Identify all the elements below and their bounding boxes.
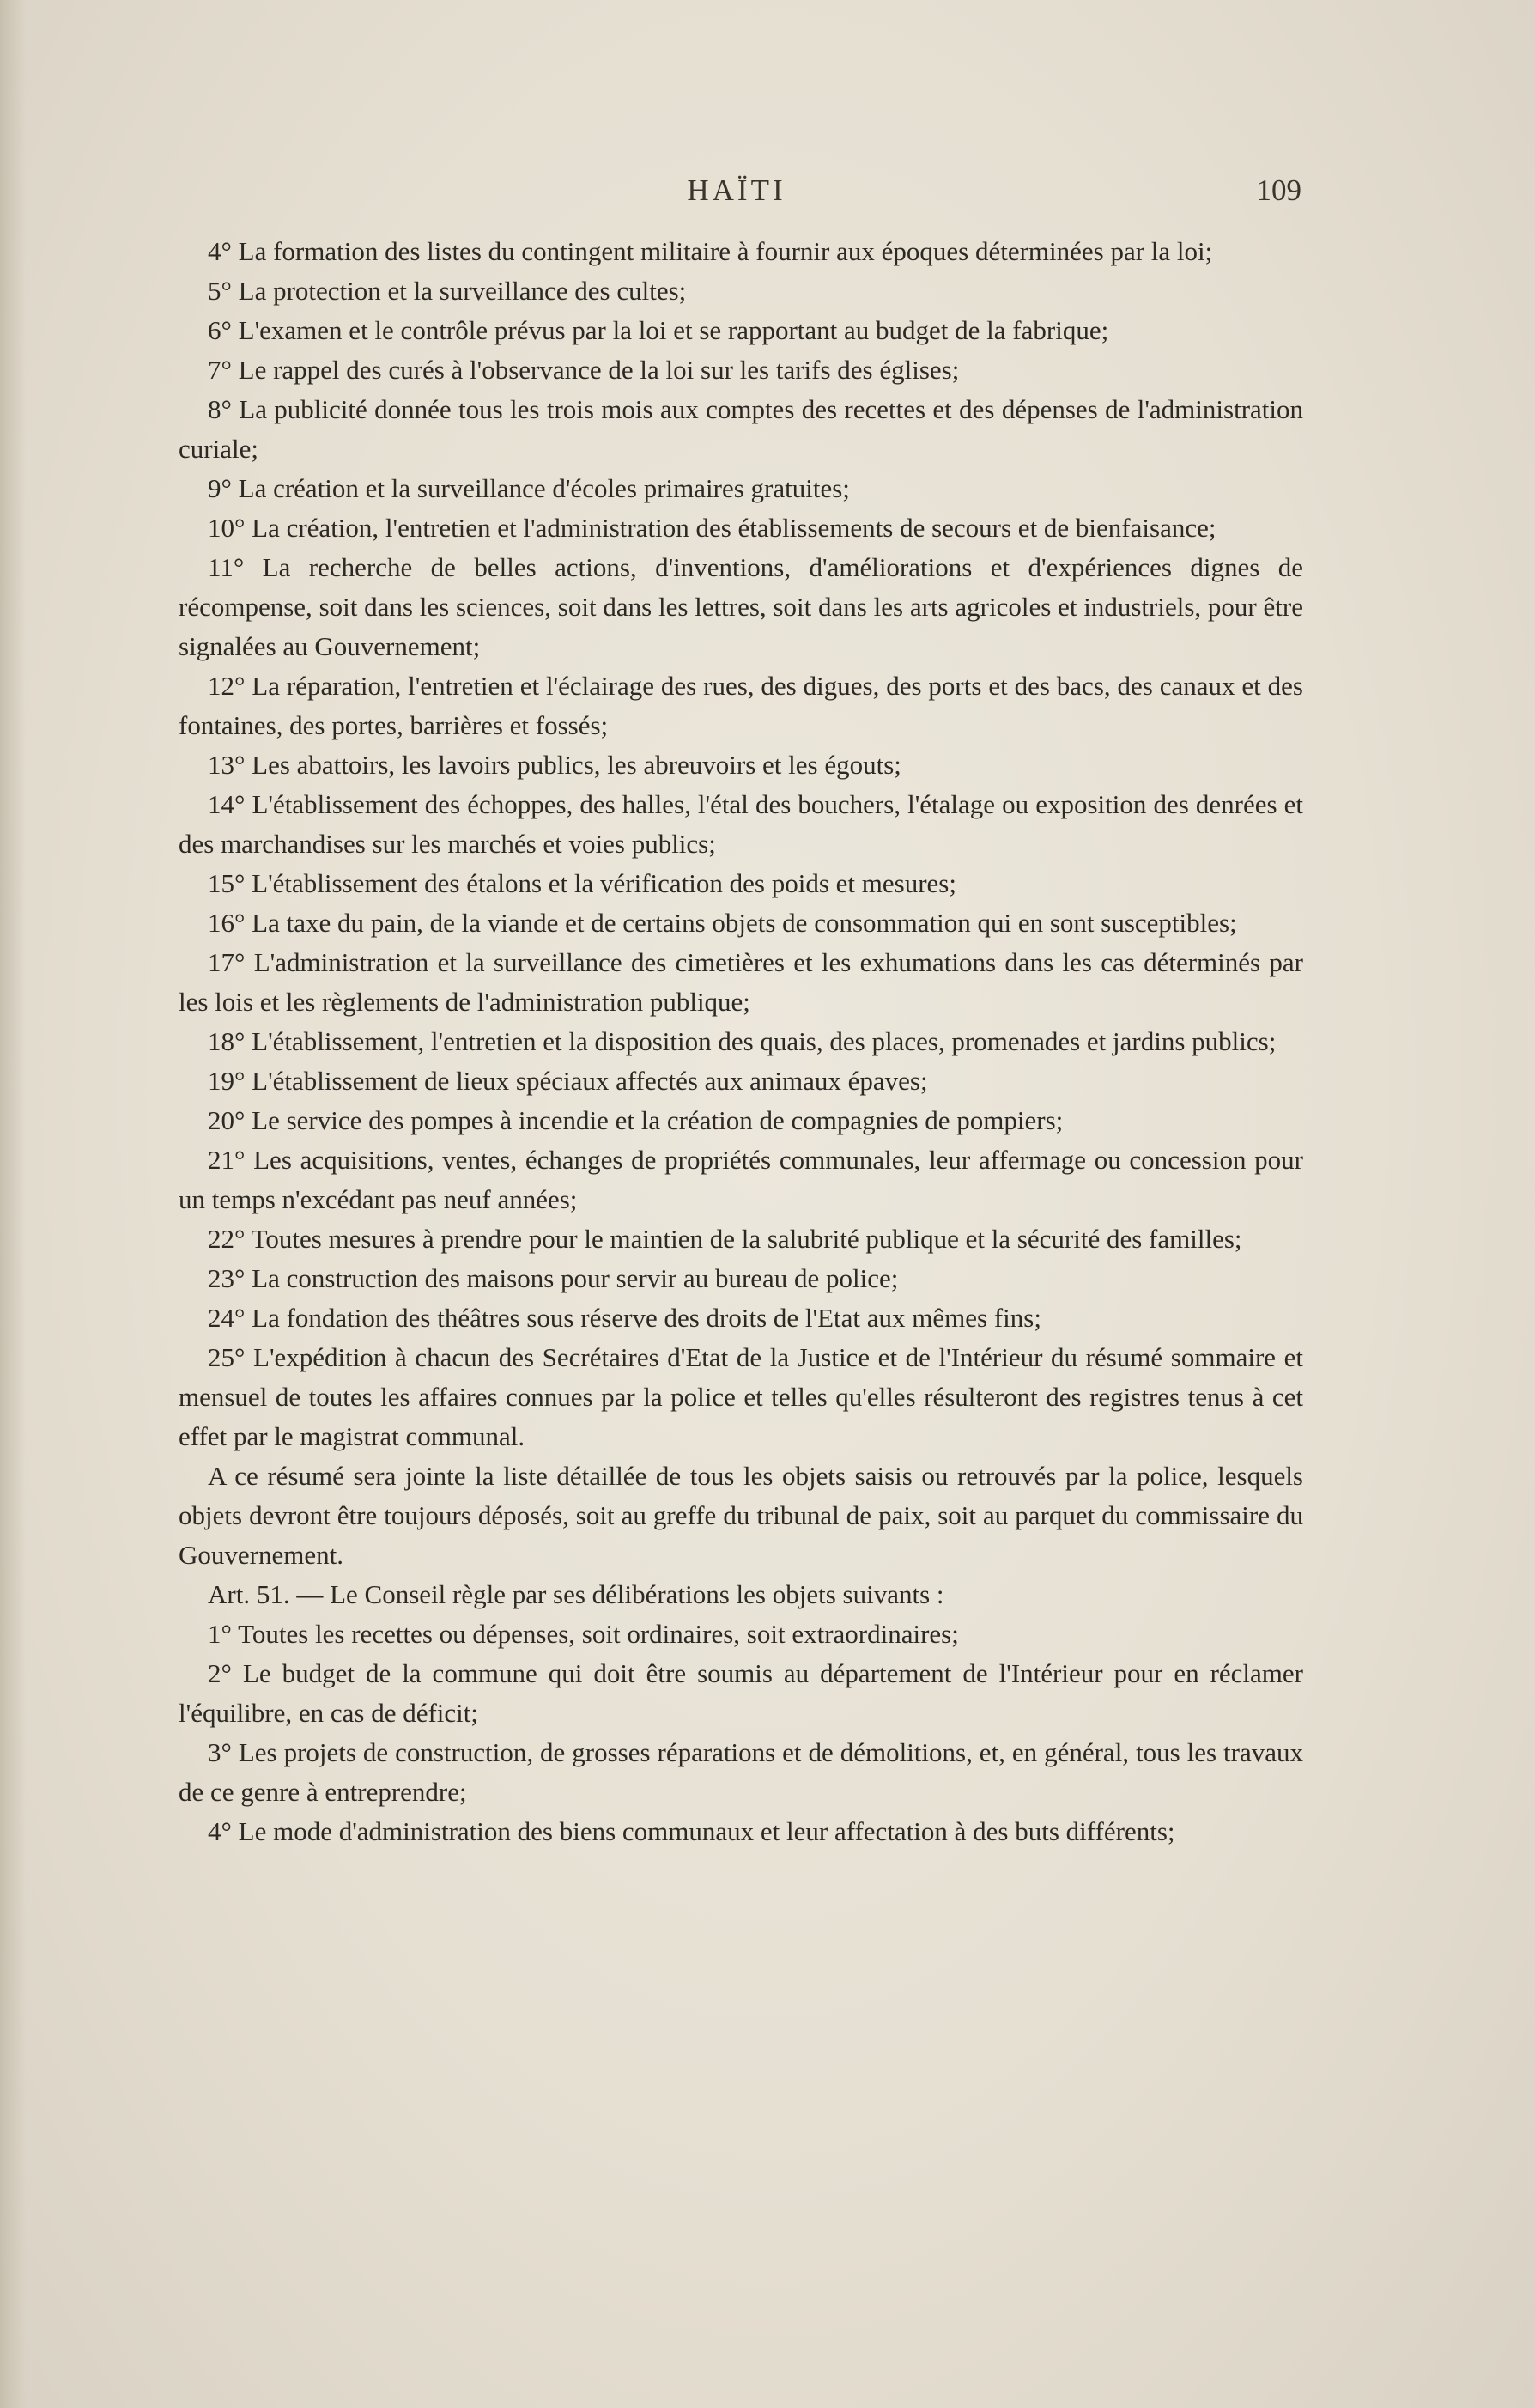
- paragraph-article-51: Art. 51. — Le Conseil règle par ses délibérations les objets suivants :: [208, 1579, 944, 1609]
- paragraph-item-21: 21° Les acquisitions, ventes, échanges de propriétés communales, leur affermage ou concession pour un temps n'excédant pas neuf années;: [179, 1145, 1303, 1214]
- paragraph-art51-item-3: 3° Les projets de construction, de grosses réparations et de démolitions, et, en général, tous les travaux de ce genre à entreprendre;: [179, 1737, 1303, 1807]
- paragraph-item-25: 25° L'expédition à chacun des Secrétaires d'Etat de la Justice et de l'Intérieur du résumé sommaire et mensuel de toutes les affaires connues par la police et telles qu'elles résulteront des registres tenus à cet effet par le magistrat communal.: [179, 1342, 1303, 1451]
- paragraph-item-14: 14° L'établissement des échoppes, des halles, l'étal des bouchers, l'étalage ou exposition des denrées et des marchandises sur les marchés et voies publics;: [179, 789, 1303, 859]
- paragraph-item-13: 13° Les abattoirs, les lavoirs publics, les abreuvoirs et les égouts;: [208, 750, 901, 780]
- paragraph-item-22: 22° Toutes mesures à prendre pour le maintien de la salubrité publique et la sécurité des familles;: [208, 1224, 1242, 1254]
- paragraph-art51-item-2: 2° Le budget de la commune qui doit être soumis au département de l'Intérieur pour en réclamer l'équilibre, en cas de déficit;: [179, 1658, 1303, 1728]
- page-number: 109: [1256, 173, 1301, 207]
- paragraph-item-19: 19° L'établissement de lieux spéciaux affectés aux animaux épaves;: [208, 1066, 928, 1096]
- paragraph-item-23: 23° La construction des maisons pour servir au bureau de police;: [208, 1263, 899, 1293]
- paragraph-item-8: 8° La publicité donnée tous les trois mois aux comptes des recettes et des dépenses de l'administration curiale;: [179, 394, 1303, 464]
- running-title: HAÏTI: [687, 173, 786, 207]
- paragraph-item-9: 9° La création et la surveillance d'écoles primaires gratuites;: [208, 473, 850, 503]
- paragraph-item-7: 7° Le rappel des curés à l'observance de la loi sur les tarifs des églises;: [208, 355, 960, 385]
- paragraph-item-18: 18° L'établissement, l'entretien et la disposition des quais, des places, promenades et jardins publics;: [208, 1026, 1277, 1056]
- body-text: [179, 232, 1303, 1852]
- paragraph-item-10: 10° La création, l'entretien et l'administration des établissements de secours et de bienfaisance;: [208, 513, 1216, 543]
- paragraph-item-16: 16° La taxe du pain, de la viande et de certains objets de consommation qui en sont susceptibles;: [208, 908, 1237, 938]
- paragraph-item-5: 5° La protection et la surveillance des cultes;: [208, 276, 687, 306]
- paragraph-item-4: 4° La formation des listes du contingent militaire à fournir aux époques déterminées par la loi;: [208, 236, 1213, 266]
- paragraph-item-11: 11° La recherche de belles actions, d'inventions, d'améliorations et d'expériences dignes de récompense, soit dans les sciences, soit dans les lettres, soit dans les arts agricoles et industriels, pour être signalées au Gouvernement;: [179, 552, 1303, 661]
- paragraph-item-17: 17° L'administration et la surveillance des cimetières et les exhumations dans les cas déterminés par les lois et les règlements de l'administration publique;: [179, 947, 1303, 1017]
- paragraph-item-20: 20° Le service des pompes à incendie et la création de compagnies de pompiers;: [208, 1105, 1064, 1135]
- paragraph-item-12: 12° La réparation, l'entretien et l'éclairage des rues, des digues, des ports et des bacs, des canaux et des fontaines, des portes, barrières et fossés;: [179, 671, 1303, 740]
- paragraph-summary: A ce résumé sera jointe la liste détaillée de tous les objets saisis ou retrouvés par la police, lesquels objets devront être toujours déposés, soit au greffe du tribunal de paix, soit au parquet du commissaire du Gouvernement.: [179, 1461, 1303, 1570]
- paragraph-item-15: 15° L'établissement des étalons et la vérification des poids et mesures;: [208, 868, 956, 898]
- page-header: [172, 173, 1301, 216]
- paragraph-art51-item-1: 1° Toutes les recettes ou dépenses, soit ordinaires, soit extraordinaires;: [208, 1619, 959, 1649]
- paragraph-item-6: 6° L'examen et le contrôle prévus par la loi et se rapportant au budget de la fabrique;: [208, 315, 1109, 345]
- page-edge-shadow: [0, 0, 26, 2408]
- paragraph-art51-item-4: 4° Le mode d'administration des biens communaux et leur affectation à des buts différents;: [208, 1816, 1175, 1846]
- paragraph-item-24: 24° La fondation des théâtres sous réserve des droits de l'Etat aux mêmes fins;: [208, 1303, 1041, 1333]
